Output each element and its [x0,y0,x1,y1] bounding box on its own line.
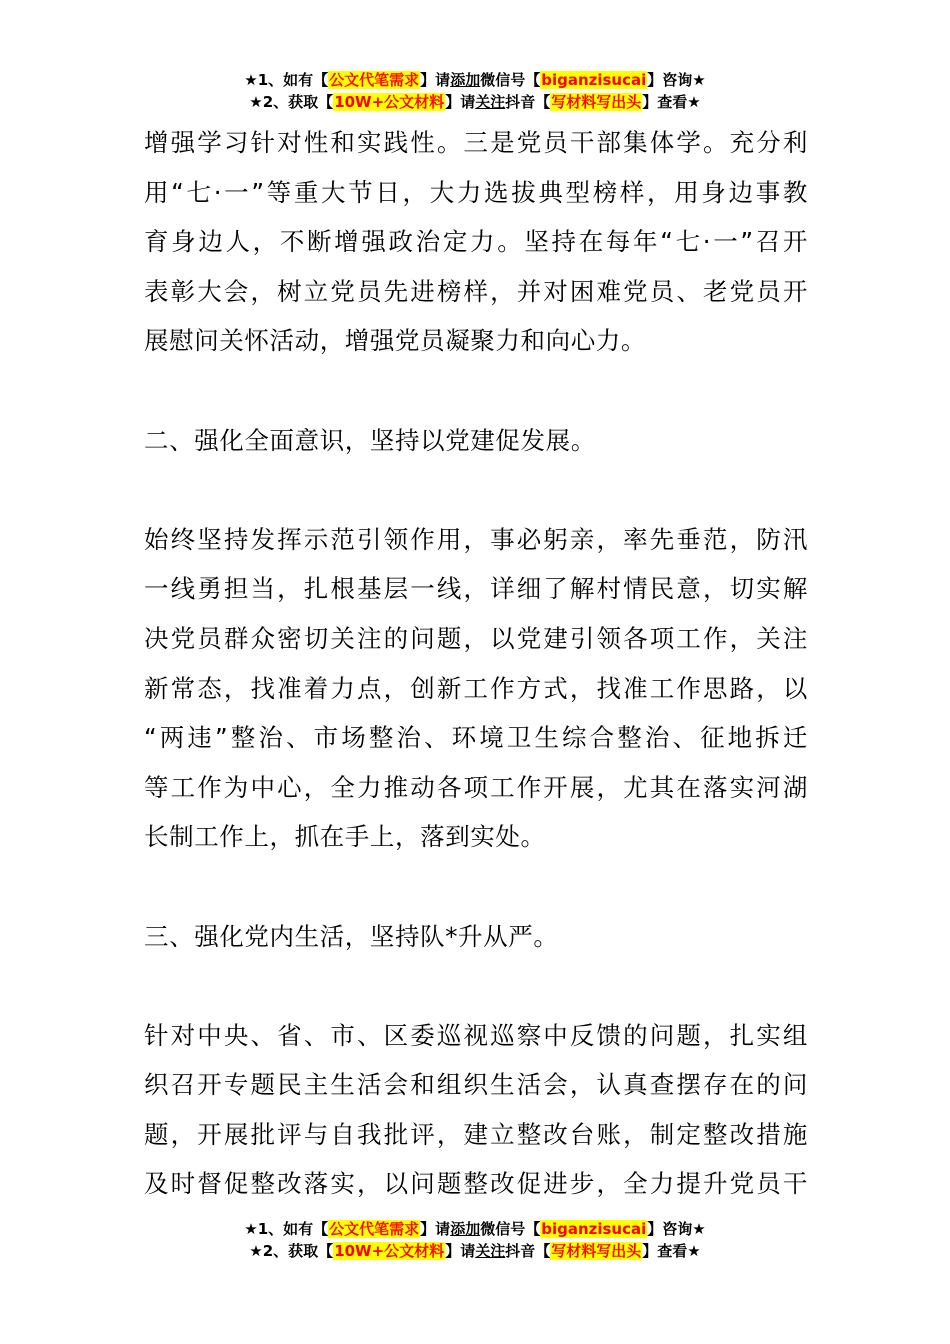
highlight-douyin-account: 写材料写出头 [551,1242,642,1260]
body-text-line: 织召开专题民主生活会和组织生活会，认真查摆存在的问 [144,1070,808,1100]
banner-line-1 [0,1218,950,1240]
banner-text: 微信号【 [480,71,541,89]
banner-text: 抖音【 [505,93,551,111]
paragraph-gap [144,465,808,515]
footer-banner [0,1218,950,1262]
body-text-line: 表彰大会，树立党员先进榜样，并对困难党员、老党员开 [144,276,808,306]
paragraph-gap [144,862,808,912]
banner-text: ★2、获取【 [249,93,334,111]
banner-line-1 [0,69,950,91]
banner-text: 】请 [420,71,451,89]
body-text-line: “两违”整治、市场整治、环境卫生综合整治、征地拆迁 [144,723,808,753]
banner-underlined-text: 添加 [450,1220,481,1238]
banner-text: 】查看★ [642,93,701,111]
body-text-line: 新常态，找准着力点，创新工作方式，找准工作思路，以 [144,673,808,703]
banner-text: 】查看★ [642,1242,701,1260]
highlight-wechat-id: biganzisucai [541,71,647,89]
paragraph-gap [144,961,808,1011]
body-text-line: 题，开展批评与自我批评，建立整改台账，制定整改措施 [144,1119,808,1149]
banner-text: 微信号【 [480,1220,541,1238]
body-text-line: 等工作为中心，全力推动各项工作开展，尤其在落实河湖 [144,772,808,802]
body-text-line: 育身边人，不断增强政治定力。坚持在每年“七·一”召开 [144,227,808,257]
body-text-line: 一线勇担当，扎根基层一线，详细了解村情民意，切实解 [144,574,808,604]
banner-line-2 [0,91,950,113]
banner-text: 抖音【 [505,1242,551,1260]
paragraph-gap [144,366,808,416]
banner-text: 】请 [445,93,476,111]
banner-text: ★2、获取【 [249,1242,334,1260]
body-text-line: 决党员群众密切关注的问题，以党建引领各项工作，关注 [144,623,808,653]
banner-underlined-text: 添加 [450,71,481,89]
highlight-service: 公文代笔需求 [329,1220,420,1238]
body-text-line: 三、强化党内生活，坚持队*升从严。 [144,921,559,951]
highlight-service: 公文代笔需求 [329,71,420,89]
banner-text: ★1、如有【 [244,1220,329,1238]
header-banner [0,69,950,113]
highlight-materials: 10W+公文材料 [334,93,445,111]
body-text-line: 增强学习针对性和实践性。三是党员干部集体学。充分利 [144,128,808,157]
highlight-materials: 10W+公文材料 [334,1242,445,1260]
body-text-line: 长制工作上，抓在手上，落到实处。 [144,822,546,852]
body-text-line: 及时督促整改落实，以问题整改促进步，全力提升党员干 [144,1169,808,1199]
highlight-wechat-id: biganzisucai [541,1220,647,1238]
body-text-line: 用“七·一”等重大节日，大力选拔典型榜样，用身边事教 [144,177,808,207]
banner-text: 】请 [420,1220,451,1238]
banner-text: ★1、如有【 [244,71,329,89]
banner-text: 】请 [445,1242,476,1260]
body-text-line: 针对中央、省、市、区委巡视巡察中反馈的问题，扎实组 [144,1020,808,1050]
banner-line-2 [0,1240,950,1262]
banner-text: 】咨询★ [647,1220,706,1238]
document-body [144,118,808,1209]
highlight-douyin-account: 写材料写出头 [551,93,642,111]
body-text-line: 始终坚持发挥示范引领作用，事必躬亲，率先垂范，防汛 [144,524,808,554]
banner-underlined-text: 关注 [475,93,506,111]
body-text-line: 展慰问关怀活动，增强党员凝聚力和向心力。 [144,326,646,356]
banner-text: 】咨询★ [647,71,706,89]
banner-underlined-text: 关注 [475,1242,506,1260]
body-text-line: 二、强化全面意识，坚持以党建促发展。 [144,425,596,455]
